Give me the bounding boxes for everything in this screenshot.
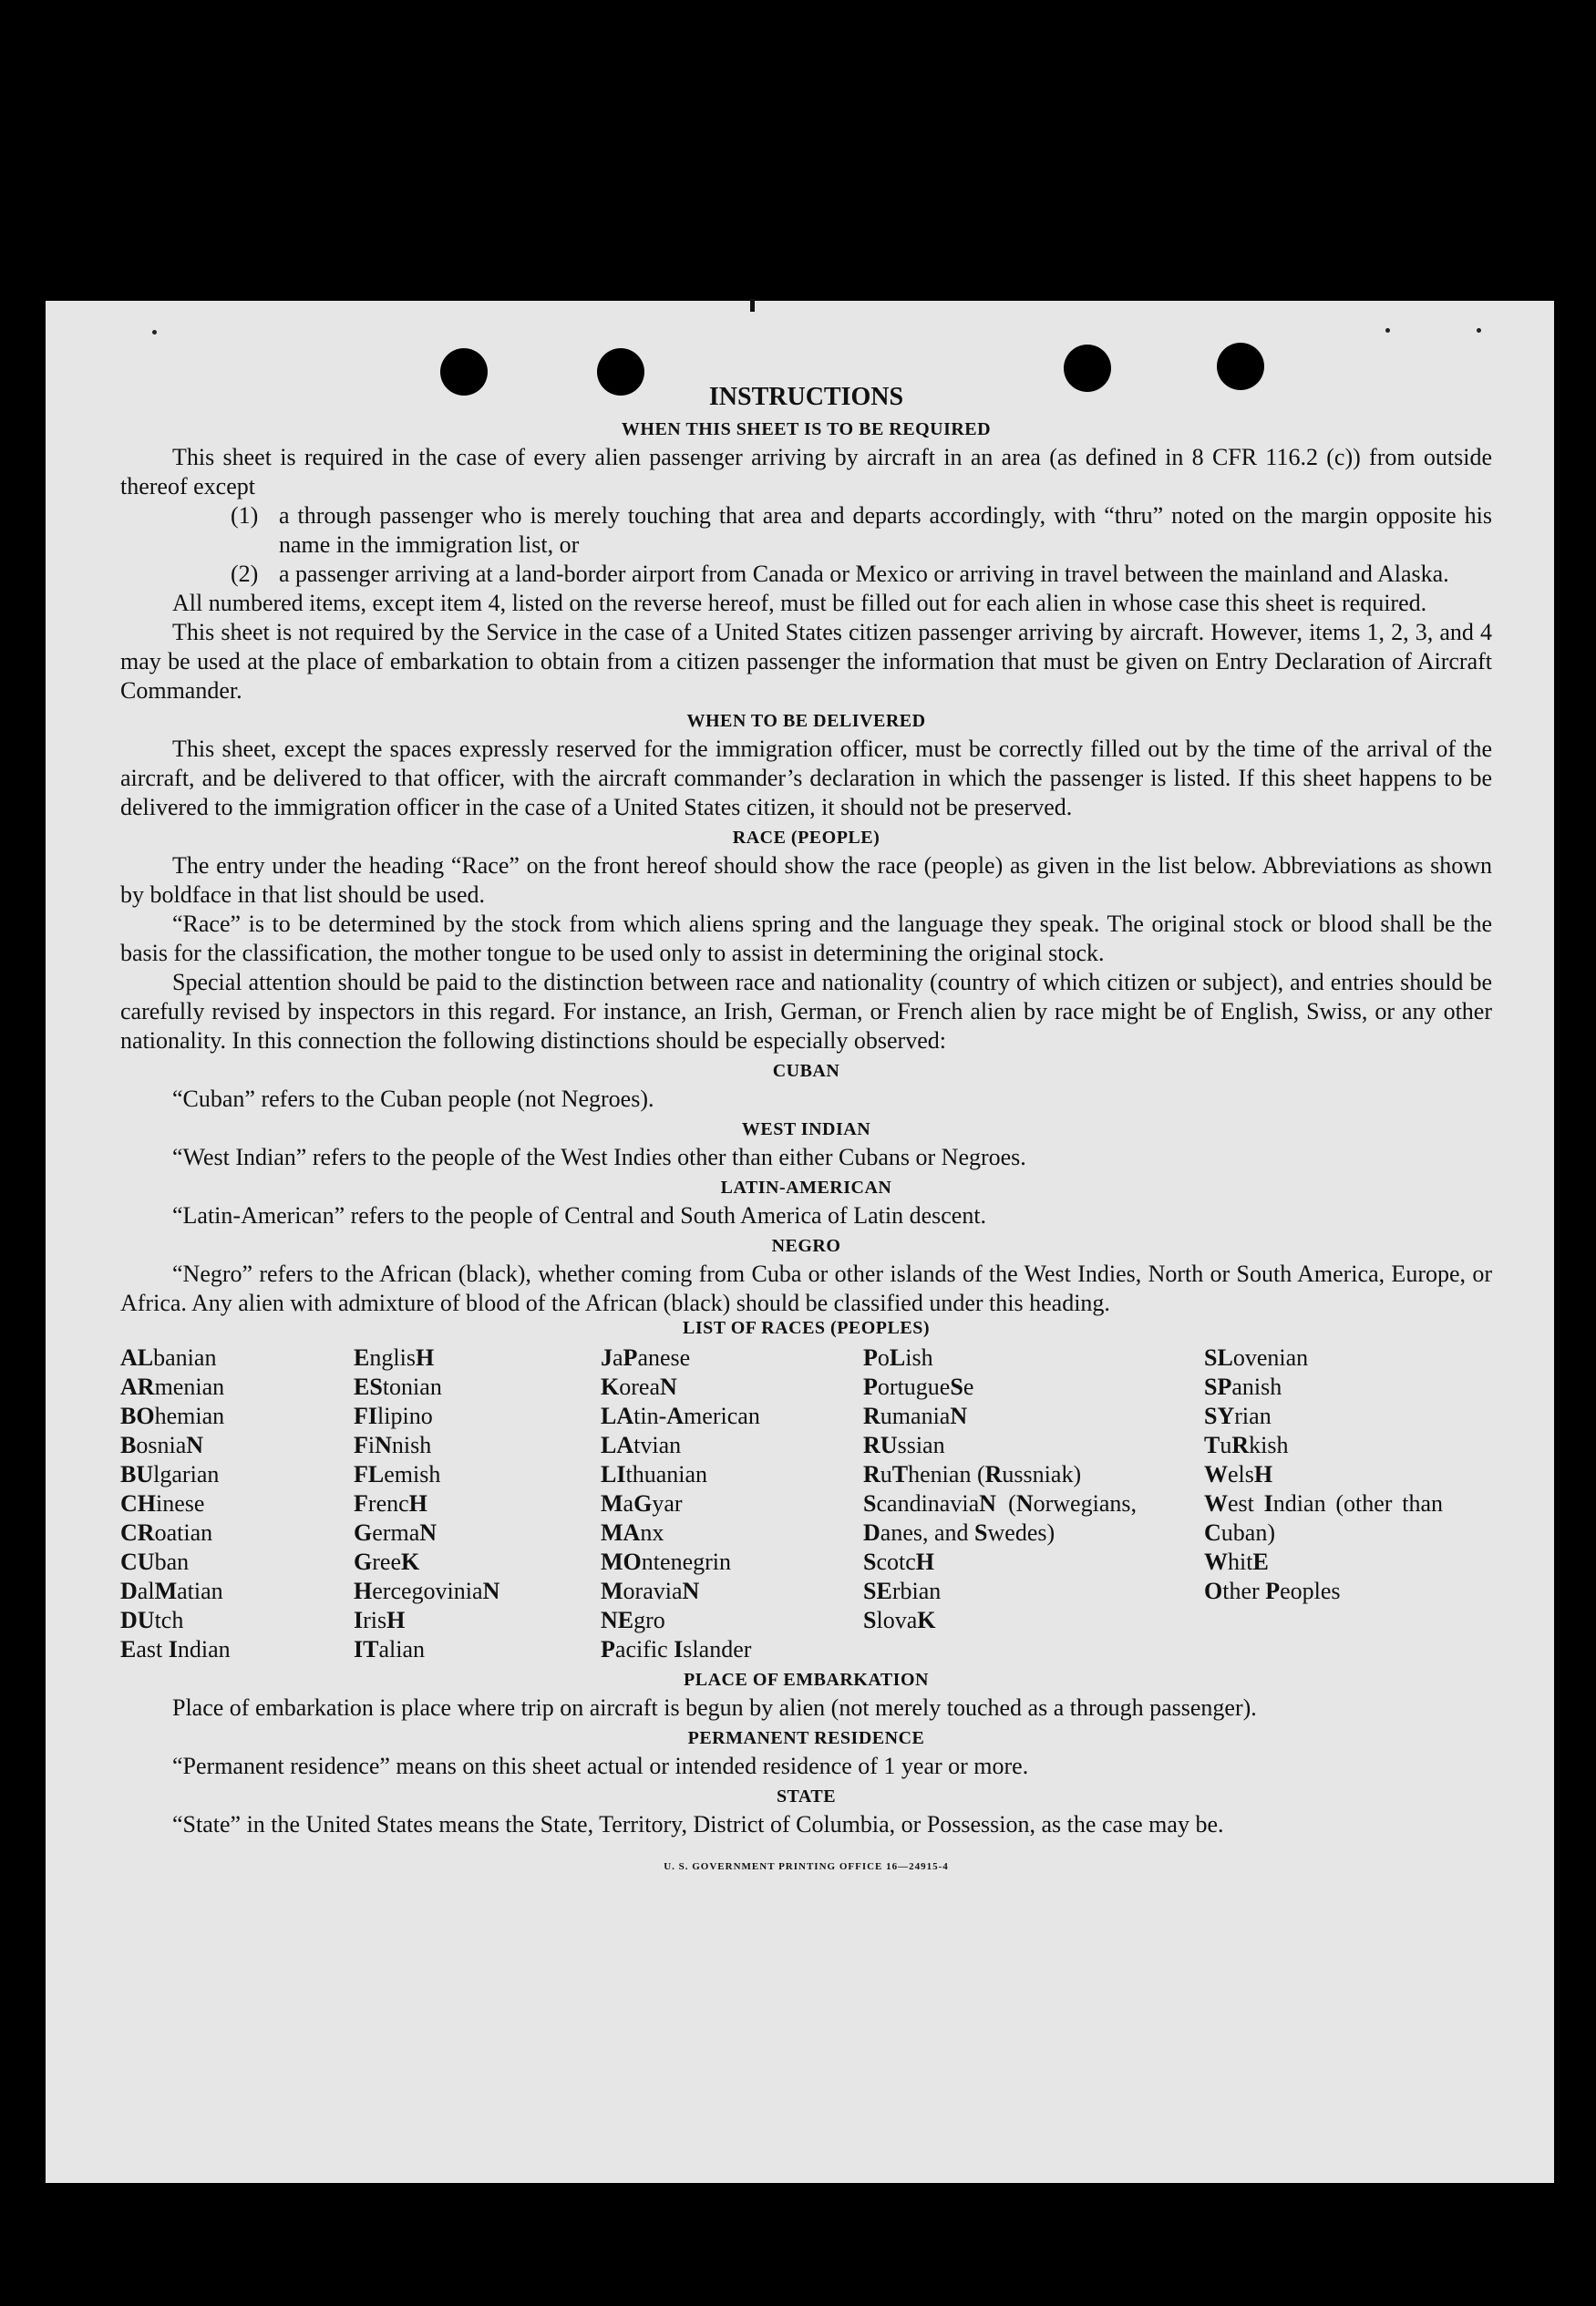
race-entry: ITalian — [354, 1636, 426, 1663]
race-entry: West Indian (other than Cuban) — [1204, 1490, 1444, 1546]
race-entry: EnglisH — [354, 1344, 435, 1371]
race-entry: CHinese — [120, 1490, 205, 1517]
race-entry: SPanish — [1204, 1374, 1282, 1400]
paragraph: This sheet is required in the case of every alien passenger arriving by aircraft in an area (as defined in 8 CFR 116.2 (c)) from outside thereof except — [120, 444, 1492, 499]
race-entry: MAnx — [601, 1519, 664, 1546]
section-heading: WEST INDIAN — [741, 1119, 871, 1139]
section-heading: CUBAN — [772, 1061, 840, 1081]
paragraph: This sheet, except the spaces expressly reserved for the immigration officer, must be correctly filled out by the time of the arrival of the aircraft, and be delivered to that officer, with the aircraft commander’s declaration in which the passenger is listed. If this sheet happens to be delivered to the immigration officer in the case of a United States citizen, it should not be preserved. — [120, 736, 1492, 820]
paragraph: “State” in the United States means the State, Territory, District of Columbia, or Possession, as the case may be. — [172, 1811, 1224, 1838]
speck — [1477, 328, 1481, 333]
race-entry: KoreaN — [601, 1374, 677, 1400]
race-entry: MOntenegrin — [601, 1549, 732, 1575]
section-heading: STATE — [776, 1786, 837, 1807]
item-number: (1) — [231, 502, 259, 529]
race-entry: MoraviaN — [601, 1578, 700, 1604]
race-entry: TuRkish — [1204, 1432, 1289, 1458]
item-text: a through passenger who is merely touching that area and departs accordingly, with “thru” noted on the margin opposite his name in the immigration list, or — [279, 502, 1492, 558]
race-entry: HercegoviniaN — [354, 1578, 500, 1604]
race-entry: SLovenian — [1204, 1344, 1309, 1371]
race-entry: WelsH — [1204, 1461, 1273, 1488]
race-entry: SYrian — [1204, 1403, 1272, 1429]
race-entry: WhitE — [1204, 1549, 1269, 1575]
list-item — [120, 560, 1492, 589]
paragraph: “Cuban” refers to the Cuban people (not Negroes). — [172, 1086, 654, 1112]
race-entry: MaGyar — [601, 1490, 683, 1517]
race-entry: ScotcH — [863, 1549, 935, 1575]
race-entry: PortugueSe — [863, 1374, 974, 1400]
item-text: a passenger arriving at a land-border airport from Canada or Mexico or arriving in travel between the mainland and Alaska. — [279, 561, 1449, 587]
races-column — [120, 1343, 354, 1664]
document-sheet — [46, 301, 1554, 2183]
races-column — [354, 1343, 601, 1664]
race-entry: JaPanese — [601, 1344, 691, 1371]
race-entry: ALbanian — [120, 1344, 217, 1371]
race-entry: BUlgarian — [120, 1461, 220, 1488]
paragraph: Special attention should be paid to the distinction between race and nationality (country of which citizen or subject), and entries should be carefully revised by inspectors in this regard. For instance, an Irish, German, or French alien by race might be of English, Swiss, or any other nationality. In this connection the following distinctions should be especially observed: — [120, 969, 1492, 1054]
race-entry: RumaniaN — [863, 1403, 968, 1429]
race-entry: DUtch — [120, 1607, 184, 1633]
race-entry: SlovaK — [863, 1607, 936, 1633]
section-heading: RACE (PEOPLE) — [732, 828, 880, 848]
section-heading: LATIN-AMERICAN — [720, 1178, 892, 1198]
paragraph: Place of embarkation is place where trip on aircraft is begun by alien (not merely touched as a through passenger). — [172, 1694, 1257, 1721]
race-entry: LIthuanian — [601, 1461, 708, 1488]
paragraph: All numbered items, except item 4, listed on the reverse hereof, must be filled out for each alien in whose case this sheet is required. — [172, 590, 1427, 616]
race-entry: CUban — [120, 1549, 190, 1575]
race-entry: ScandinaviaN (Norwegians, Danes, and Swedes) — [863, 1490, 1137, 1546]
race-entry: FIlipino — [354, 1403, 433, 1429]
race-entry: BosniaN — [120, 1432, 204, 1458]
race-entry: FiNnish — [354, 1432, 432, 1458]
speck — [750, 299, 755, 312]
race-entry: SErbian — [863, 1578, 942, 1604]
race-entry: East Indian — [120, 1636, 231, 1663]
page-title: INSTRUCTIONS — [708, 383, 904, 411]
section-heading: PLACE OF EMBARKATION — [684, 1670, 929, 1690]
race-entry: ARmenian — [120, 1374, 225, 1400]
race-entry: Pacific Islander — [601, 1636, 752, 1663]
race-entry: LAtin-American — [601, 1403, 760, 1429]
paragraph: “West Indian” refers to the people of the West Indies other than either Cubans or Negroes. — [172, 1144, 1026, 1170]
section-heading: WHEN THIS SHEET IS TO BE REQUIRED — [621, 419, 992, 439]
section-heading: WHEN TO BE DELIVERED — [686, 711, 926, 731]
races-list — [120, 1343, 1492, 1664]
races-column — [863, 1343, 1204, 1664]
printing-office-footer: U. S. GOVERNMENT PRINTING OFFICE 16—24915-4 — [664, 1861, 949, 1872]
races-column — [1204, 1343, 1478, 1664]
section-heading: PERMANENT RESIDENCE — [687, 1728, 925, 1748]
section-heading: LIST OF RACES (PEOPLES) — [682, 1318, 930, 1338]
race-entry: PoLish — [863, 1344, 933, 1371]
paragraph: “Negro” refers to the African (black), whether coming from Cuba or other islands of the West Indies, North or South America, Europe, or Africa. Any alien with admixture of blood of the African (black) should be classified under this heading. — [120, 1261, 1492, 1316]
race-entry: Other Peoples — [1204, 1578, 1341, 1604]
paragraph: “Permanent residence” means on this sheet actual or intended residence of 1 year or more. — [172, 1753, 1029, 1779]
race-entry: RuThenian (Russniak) — [863, 1461, 1082, 1488]
race-entry: IrisH — [354, 1607, 406, 1633]
paragraph: “Latin-American” refers to the people of Central and South America of Latin descent. — [172, 1202, 987, 1229]
race-entry: CRoatian — [120, 1519, 213, 1546]
race-entry: NEgro — [601, 1607, 665, 1633]
race-entry: FrencH — [354, 1490, 427, 1517]
race-entry: RUssian — [863, 1432, 945, 1458]
race-entry: EStonian — [354, 1374, 442, 1400]
race-entry: GermaN — [354, 1519, 438, 1546]
race-entry: FLemish — [354, 1461, 441, 1488]
instructions-content — [120, 381, 1492, 1881]
race-entry: LAtvian — [601, 1432, 682, 1458]
speck — [1385, 328, 1390, 333]
race-entry: DalMatian — [120, 1578, 223, 1604]
race-entry: BOhemian — [120, 1403, 225, 1429]
section-heading: NEGRO — [771, 1236, 841, 1256]
race-entry: GreeK — [354, 1549, 420, 1575]
paragraph: The entry under the heading “Race” on the front hereof should show the race (people) as given in the list below. Abbreviations as shown by boldface in that list should be used. — [120, 852, 1492, 908]
paragraph: This sheet is not required by the Service in the case of a United States citizen passenger arriving by aircraft. However, items 1, 2, 3, and 4 may be used at the place of embarkation to obtain from a citizen passenger the information that must be given on Entry Declaration of Aircraft Commander. — [120, 619, 1492, 704]
speck — [152, 330, 157, 335]
paragraph: “Race” is to be determined by the stock from which aliens spring and the language they speak. The original stock or blood shall be the basis for the classification, the mother tongue to be used only to assist in determining the original stock. — [120, 911, 1492, 966]
list-item — [120, 501, 1492, 560]
item-number: (2) — [231, 561, 259, 587]
races-column — [601, 1343, 863, 1664]
